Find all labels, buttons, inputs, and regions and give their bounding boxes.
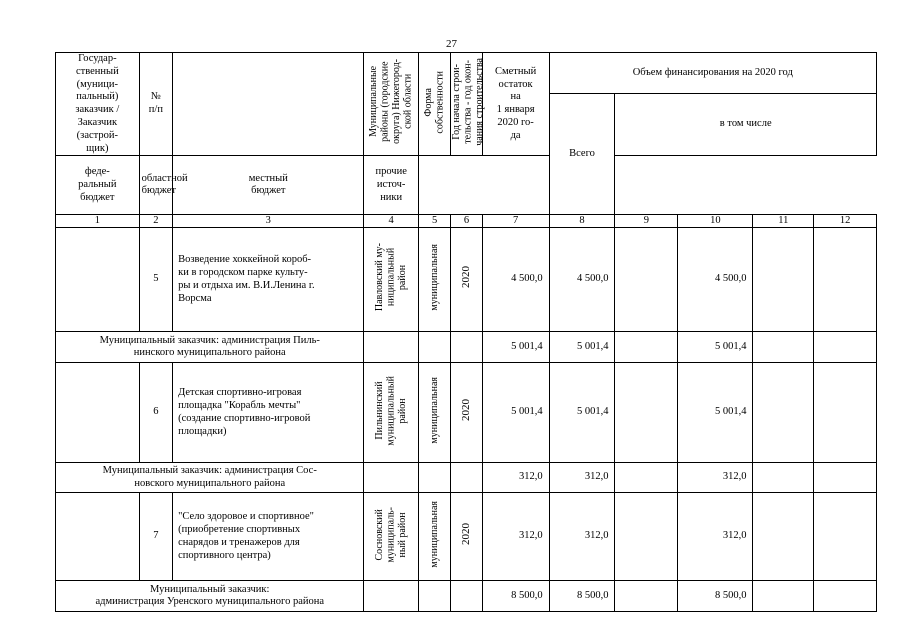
remainder-value: 312,0 bbox=[482, 493, 549, 581]
column-numbers-row bbox=[56, 215, 877, 228]
item-number: 7 bbox=[139, 493, 172, 581]
col-number: 5 bbox=[418, 215, 450, 228]
other-value bbox=[814, 463, 877, 493]
header-years-text: Год начала строи- тельства - год окон- чания строительства bbox=[451, 57, 486, 146]
regional-value: 8 500,0 bbox=[678, 581, 753, 612]
customer-label: Муниципальный заказчик: администрация Сос- новского муниципального района bbox=[56, 463, 364, 493]
col-number: 2 bbox=[139, 215, 172, 228]
header-federal: феде- ральный бюджет bbox=[56, 156, 140, 215]
district-cell bbox=[364, 581, 418, 612]
customer-cell bbox=[56, 228, 140, 332]
col-number: 7 bbox=[482, 215, 549, 228]
total-value: 312,0 bbox=[549, 493, 615, 581]
ownership-text: муниципальная bbox=[428, 244, 440, 311]
header-years bbox=[451, 53, 486, 156]
col-number: 4 bbox=[364, 215, 418, 228]
customer-label: Муниципальный заказчик: администрация Уренского муниципального района bbox=[56, 581, 364, 612]
local-value bbox=[753, 493, 814, 581]
federal-value bbox=[615, 228, 678, 332]
project-name: Детская спортивно-игровая площадка "Корабль мечты" (создание спортивно-игровой площадки) bbox=[173, 363, 364, 463]
ownership-cell bbox=[418, 581, 450, 612]
regional-value: 312,0 bbox=[678, 493, 753, 581]
col-number: 1 bbox=[56, 215, 140, 228]
other-value bbox=[814, 581, 877, 612]
remainder-value: 5 001,4 bbox=[482, 332, 549, 363]
col-number: 9 bbox=[615, 215, 678, 228]
other-value bbox=[814, 493, 877, 581]
years-cell bbox=[451, 228, 482, 332]
item-number: 5 bbox=[139, 228, 172, 332]
header-district bbox=[364, 53, 418, 156]
project-name: Возведение хоккейной короб- ки в городском парке культу- ры и отдыха им. В.И.Ленина г. Ворсма bbox=[173, 228, 364, 332]
district-text: Сосновский муниципаль- ный район bbox=[373, 506, 408, 563]
years-cell bbox=[451, 363, 482, 463]
col-number: 10 bbox=[678, 215, 753, 228]
header-ownership-text: Форма собственности bbox=[423, 70, 446, 134]
customer-row bbox=[56, 463, 877, 493]
project-row bbox=[56, 228, 877, 332]
district-cell bbox=[364, 363, 418, 463]
funding-table bbox=[55, 52, 877, 612]
page-number: 27 bbox=[446, 38, 457, 50]
years-cell bbox=[451, 463, 482, 493]
col-number: 12 bbox=[814, 215, 877, 228]
remainder-value: 312,0 bbox=[482, 463, 549, 493]
customer-cell bbox=[56, 363, 140, 463]
local-value bbox=[753, 363, 814, 463]
district-cell bbox=[364, 332, 418, 363]
other-value bbox=[814, 228, 877, 332]
ownership-cell bbox=[418, 332, 450, 363]
regional-value: 5 001,4 bbox=[678, 332, 753, 363]
header-remainder: Сметный остаток на 1 января 2020 го- да bbox=[482, 53, 549, 156]
project-row bbox=[56, 363, 877, 463]
federal-value bbox=[615, 581, 678, 612]
district-cell bbox=[364, 463, 418, 493]
customer-label: Муниципальный заказчик: администрация Пиль- нинского муниципального района bbox=[56, 332, 364, 363]
header-row-3 bbox=[56, 156, 877, 215]
header-regional: областной бюджет bbox=[139, 156, 172, 215]
federal-value bbox=[615, 493, 678, 581]
col-number: 3 bbox=[173, 215, 364, 228]
col-number: 11 bbox=[753, 215, 814, 228]
header-including: в том числе bbox=[615, 94, 877, 156]
regional-value: 5 001,4 bbox=[678, 363, 753, 463]
remainder-value: 4 500,0 bbox=[482, 228, 549, 332]
district-text: Пильнинский муниципальный район bbox=[373, 375, 408, 446]
federal-value bbox=[615, 463, 678, 493]
header-number: № п/п bbox=[139, 53, 172, 156]
years-text: 2020 bbox=[460, 523, 473, 546]
federal-value bbox=[615, 332, 678, 363]
total-value: 312,0 bbox=[549, 463, 615, 493]
district-cell bbox=[364, 228, 418, 332]
ownership-text: муниципальная bbox=[428, 501, 440, 568]
customer-row bbox=[56, 332, 877, 363]
header-ownership bbox=[418, 53, 450, 156]
ownership-cell bbox=[418, 363, 450, 463]
ownership-cell bbox=[418, 228, 450, 332]
ownership-text: муниципальная bbox=[428, 377, 440, 444]
district-text: Павловский му- ниципальный район bbox=[373, 243, 408, 312]
total-value: 5 001,4 bbox=[549, 332, 615, 363]
header-blank bbox=[173, 53, 364, 156]
local-value bbox=[753, 463, 814, 493]
federal-value bbox=[615, 363, 678, 463]
district-cell bbox=[364, 493, 418, 581]
total-value: 8 500,0 bbox=[549, 581, 615, 612]
project-row bbox=[56, 493, 877, 581]
header-funding: Объем финансирования на 2020 год bbox=[549, 53, 876, 94]
total-value: 4 500,0 bbox=[549, 228, 615, 332]
other-value bbox=[814, 363, 877, 463]
header-total: Всего bbox=[549, 94, 615, 215]
total-value: 5 001,4 bbox=[549, 363, 615, 463]
remainder-value: 5 001,4 bbox=[482, 363, 549, 463]
col-number: 6 bbox=[451, 215, 482, 228]
ownership-cell bbox=[418, 463, 450, 493]
remainder-value: 8 500,0 bbox=[482, 581, 549, 612]
item-number: 6 bbox=[139, 363, 172, 463]
local-value bbox=[753, 332, 814, 363]
header-row-1 bbox=[56, 53, 877, 94]
col-number: 8 bbox=[549, 215, 615, 228]
local-value bbox=[753, 228, 814, 332]
years-text: 2020 bbox=[460, 266, 473, 289]
years-cell bbox=[451, 332, 482, 363]
header-district-text: Муниципальные районы (городские округа) Нижегород- ской области bbox=[368, 59, 414, 145]
ownership-cell bbox=[418, 493, 450, 581]
years-cell bbox=[451, 493, 482, 581]
regional-value: 312,0 bbox=[678, 463, 753, 493]
header-other: прочие источ- ники bbox=[364, 156, 418, 215]
other-value bbox=[814, 332, 877, 363]
header-customer: Государ- ственный (муници- пальный) заказчик / Заказчик (застрой- щик) bbox=[56, 53, 140, 156]
local-value bbox=[753, 581, 814, 612]
years-text: 2020 bbox=[460, 399, 473, 422]
project-name: "Село здоровое и спортивное" (приобретение спортивных снарядов и тренажеров для спортивного центра) bbox=[173, 493, 364, 581]
customer-row bbox=[56, 581, 877, 612]
customer-cell bbox=[56, 493, 140, 581]
years-cell bbox=[451, 581, 482, 612]
regional-value: 4 500,0 bbox=[678, 228, 753, 332]
header-local: местный бюджет bbox=[173, 156, 364, 215]
